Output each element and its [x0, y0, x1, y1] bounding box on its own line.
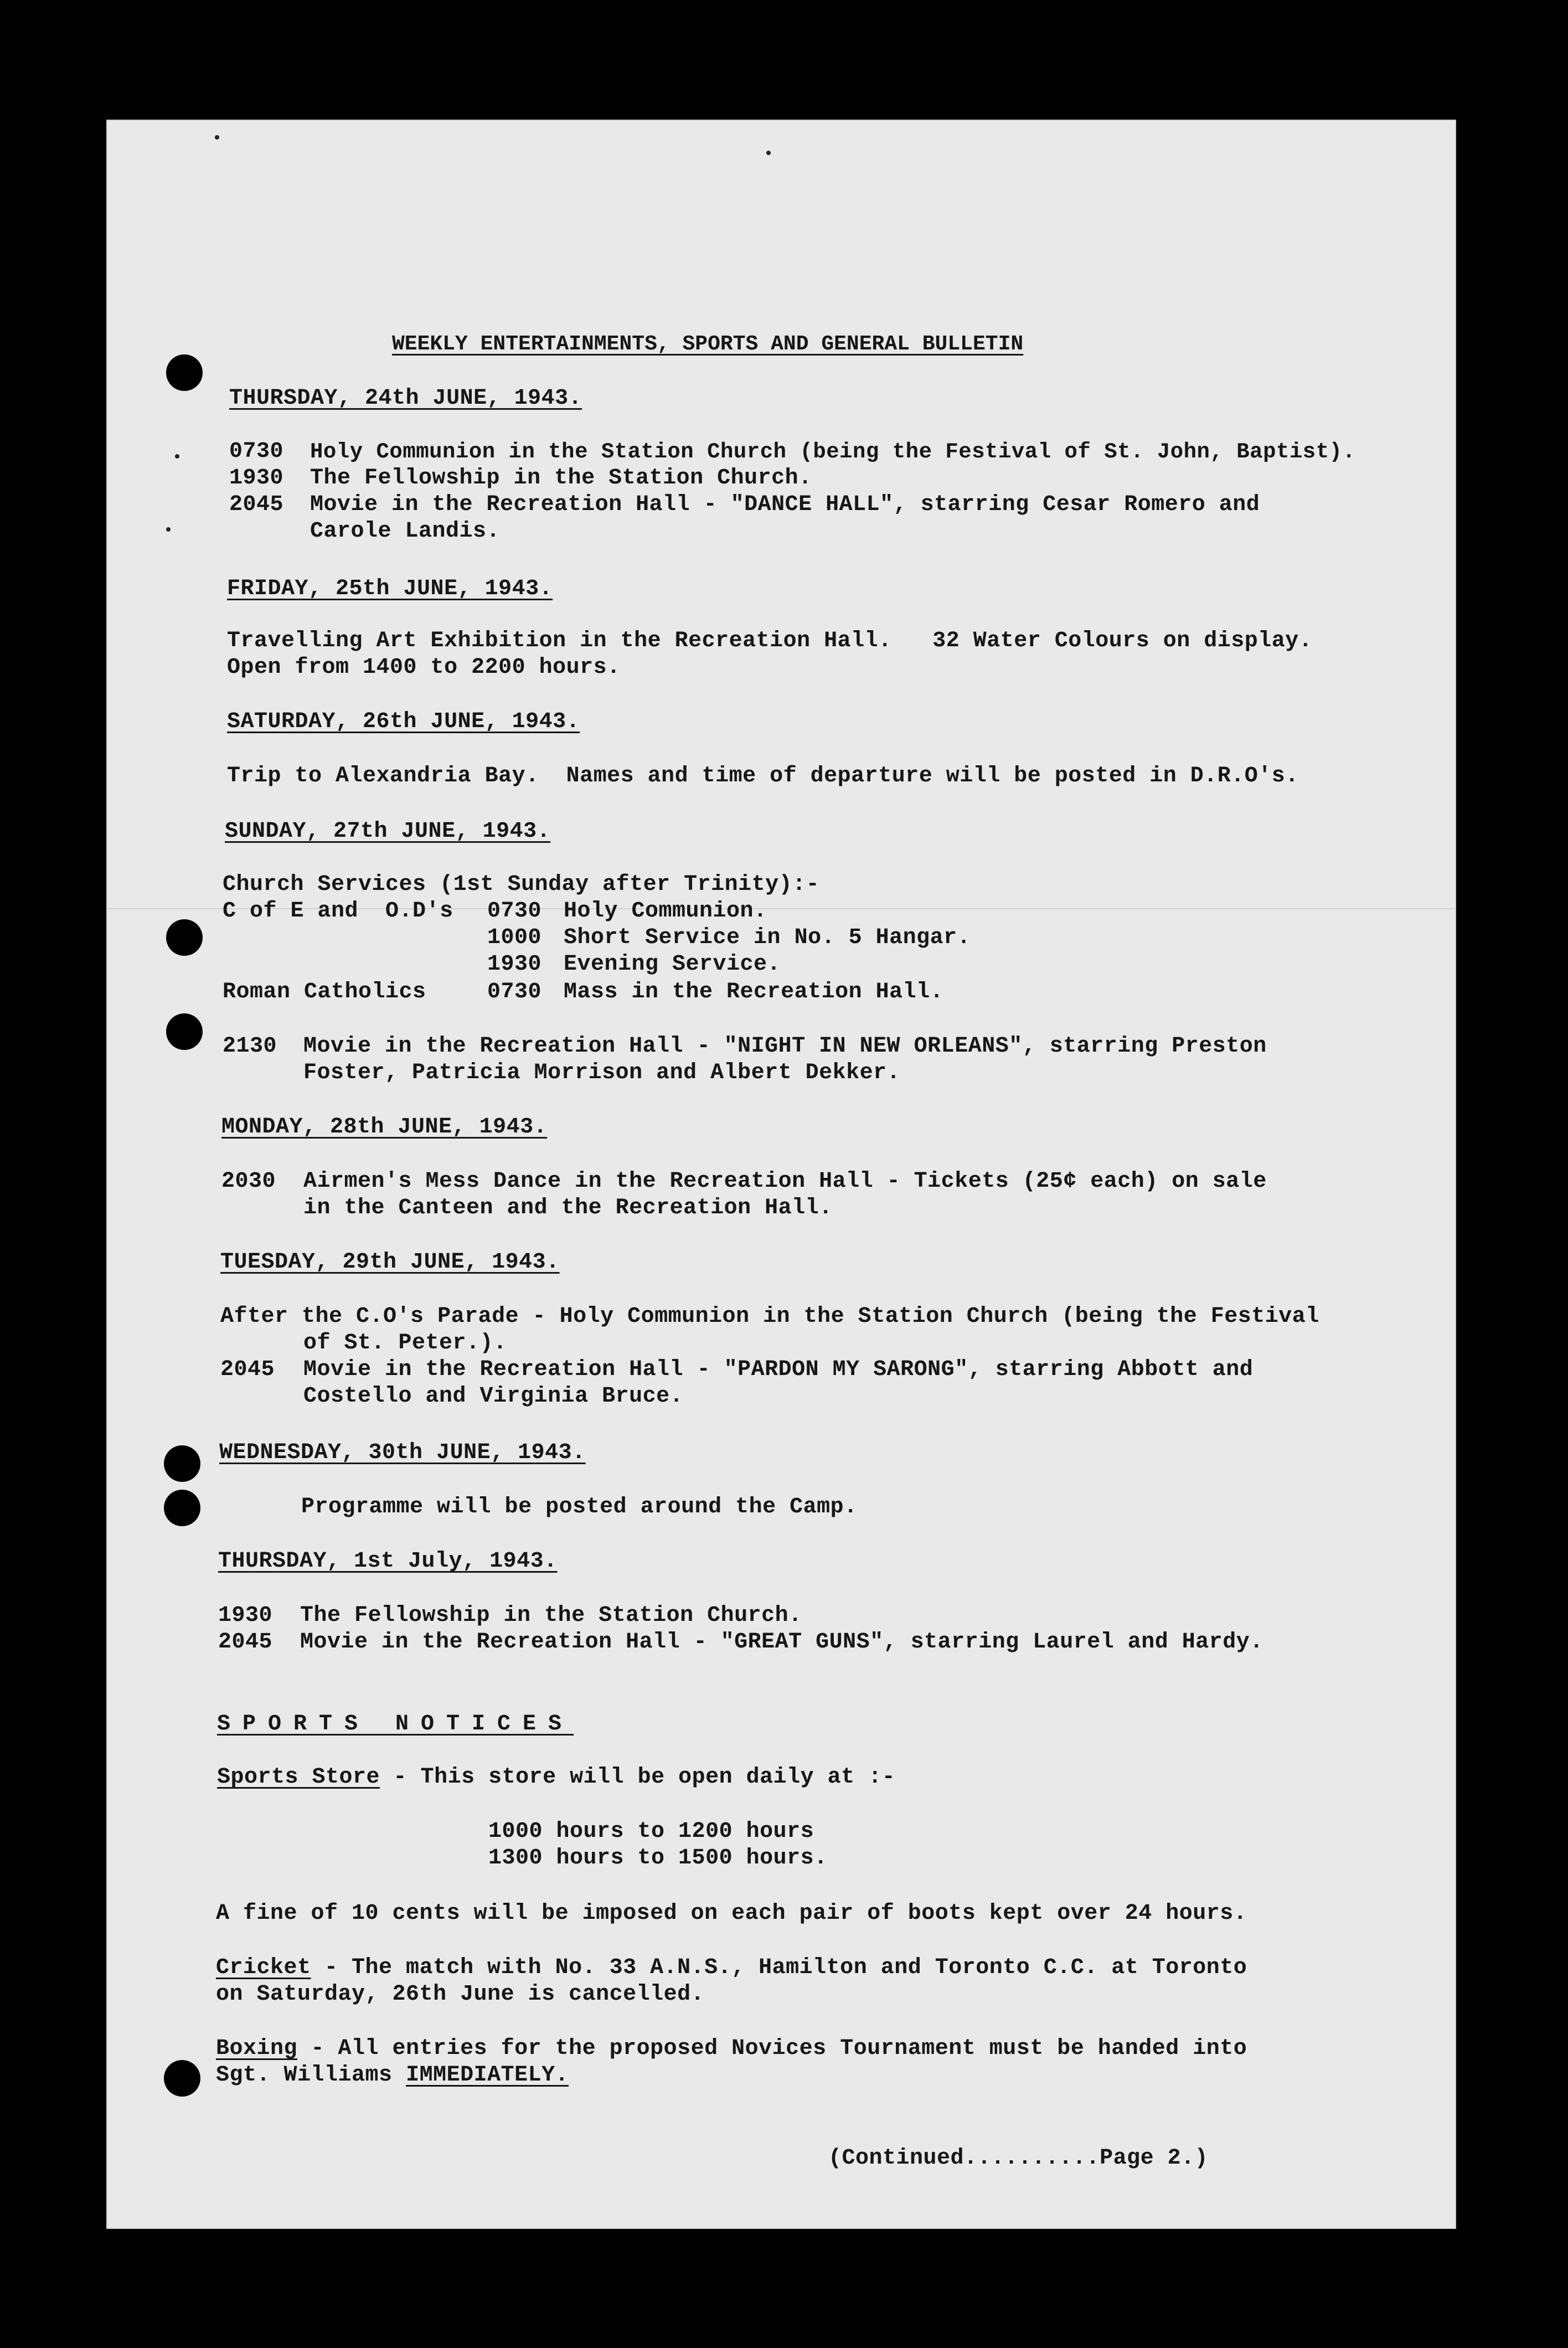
- cricket-label: Cricket: [216, 1955, 311, 1980]
- paper-speck: [766, 151, 771, 155]
- entry-time: 2045: [218, 1630, 273, 1655]
- entry-time: 1930: [487, 952, 542, 977]
- entry-time: 1930: [229, 466, 284, 491]
- entry-text: Holy Communion in the Station Church (being the Festival of St. John, Baptist).: [310, 440, 1356, 464]
- entry-text: The Fellowship in the Station Church.: [310, 466, 812, 491]
- boxing-line2-emphasis: IMMEDIATELY.: [406, 2063, 569, 2088]
- continued-note: (Continued..........Page 2.): [828, 2146, 1209, 2171]
- boxing-notice: [216, 2036, 1247, 2062]
- punch-hole: [166, 919, 203, 956]
- entry-time: 0730: [487, 980, 542, 1005]
- cricket-notice: [216, 1955, 1247, 1981]
- entry-text: Carole Landis.: [310, 519, 501, 544]
- entry-text: Movie in the Recreation Hall - "DANCE HALL", starring Cesar Romero and: [310, 492, 1260, 517]
- entry-time: 2130: [223, 1034, 277, 1059]
- store-hours: 1300 hours to 1500 hours.: [488, 1846, 828, 1871]
- day-heading-tuesday-29: TUESDAY, 29th JUNE, 1943.: [220, 1250, 560, 1275]
- entry-text: The Fellowship in the Station Church.: [300, 1603, 802, 1628]
- paper-speck: [175, 454, 179, 459]
- boxing-line2-pre: Sgt. Williams: [216, 2063, 406, 2088]
- punch-hole: [164, 1490, 200, 1526]
- entry-time: 1930: [218, 1603, 273, 1628]
- entry-time: 0730: [487, 899, 542, 924]
- boot-fine-notice: A fine of 10 cents will be imposed on each pair of boots kept over 24 hours.: [216, 1901, 1247, 1926]
- cricket-text: - The match with No. 33 A.N.S., Hamilton and Toronto C.C. at Toronto: [311, 1955, 1247, 1980]
- day-heading-monday-28: MONDAY, 28th JUNE, 1943.: [221, 1115, 548, 1140]
- service-group: C of E and O.D's: [223, 899, 453, 924]
- entry-text: Open from 1400 to 2200 hours.: [227, 655, 621, 680]
- entry-time: 2045: [220, 1357, 275, 1382]
- entry-time: 1000: [487, 925, 542, 950]
- entry-text: After the C.O's Parade - Holy Communion in the Station Church (being the Festival: [220, 1304, 1319, 1329]
- entry-text: Trip to Alexandria Bay. Names and time of departure will be posted in D.R.O's.: [227, 764, 1299, 789]
- entry-text: Costello and Virginia Bruce.: [303, 1384, 684, 1409]
- paper-speck: [166, 527, 171, 532]
- day-heading-thursday-24: THURSDAY, 24th JUNE, 1943.: [229, 386, 582, 411]
- entry-text: Evening Service.: [564, 952, 781, 977]
- sports-store-label: Sports Store: [217, 1765, 380, 1790]
- bulletin-title: WEEKLY ENTERTAINMENTS, SPORTS AND GENERAL BULLETIN: [392, 332, 1024, 356]
- entry-time: 2030: [221, 1169, 276, 1194]
- entry-text: Travelling Art Exhibition in the Recreation Hall. 32 Water Colours on display.: [227, 629, 1313, 653]
- entry-text: Short Service in No. 5 Hangar.: [564, 925, 971, 950]
- entry-text: Mass in the Recreation Hall.: [564, 980, 944, 1005]
- entry-text: Foster, Patricia Morrison and Albert Dekker.: [303, 1060, 901, 1085]
- sports-store-notice: [217, 1764, 895, 1791]
- entry-text: Holy Communion.: [564, 899, 767, 924]
- boxing-text-line2: [216, 2062, 569, 2089]
- entry-text: Programme will be posted around the Camp.: [301, 1495, 858, 1520]
- day-heading-saturday-26: SATURDAY, 26th JUNE, 1943.: [227, 709, 580, 734]
- entry-text: in the Canteen and the Recreation Hall.: [303, 1196, 833, 1221]
- punch-hole: [166, 354, 203, 391]
- store-hours: 1000 hours to 1200 hours: [488, 1819, 814, 1844]
- entry-time: 0730: [229, 439, 284, 464]
- entry-text: Airmen's Mess Dance in the Recreation Hall - Tickets (25¢ each) on sale: [303, 1169, 1267, 1194]
- punch-hole: [164, 2060, 200, 2097]
- boxing-label: Boxing: [216, 2036, 298, 2061]
- sports-store-text: - This store will be open daily at :-: [380, 1765, 896, 1790]
- entry-text: Church Services (1st Sunday after Trinity):-: [223, 872, 820, 897]
- day-heading-wednesday-30: WEDNESDAY, 30th JUNE, 1943.: [219, 1440, 586, 1465]
- entry-text: Movie in the Recreation Hall - "PARDON MY SARONG", starring Abbott and: [303, 1357, 1254, 1382]
- paper-speck: [215, 135, 219, 140]
- service-group: Roman Catholics: [223, 980, 426, 1005]
- day-heading-sunday-27: SUNDAY, 27th JUNE, 1943.: [225, 819, 551, 844]
- entry-text: of St. Peter.).: [303, 1331, 507, 1356]
- punch-hole: [164, 1445, 200, 1482]
- day-heading-thursday-1: THURSDAY, 1st July, 1943.: [218, 1549, 558, 1574]
- cricket-text-line2: on Saturday, 26th June is cancelled.: [216, 1982, 705, 2007]
- entry-text: Movie in the Recreation Hall - "NIGHT IN NEW ORLEANS", starring Preston: [303, 1034, 1267, 1059]
- day-heading-friday-25: FRIDAY, 25th JUNE, 1943.: [227, 576, 553, 601]
- boxing-text: - All entries for the proposed Novices Tournament must be handed into: [297, 2036, 1247, 2061]
- entry-time: 2045: [229, 492, 284, 517]
- entry-text: Movie in the Recreation Hall - "GREAT GUNS", starring Laurel and Hardy.: [300, 1630, 1263, 1655]
- sports-notices-heading: SPORTS NOTICES: [217, 1712, 574, 1737]
- punch-hole: [166, 1013, 203, 1050]
